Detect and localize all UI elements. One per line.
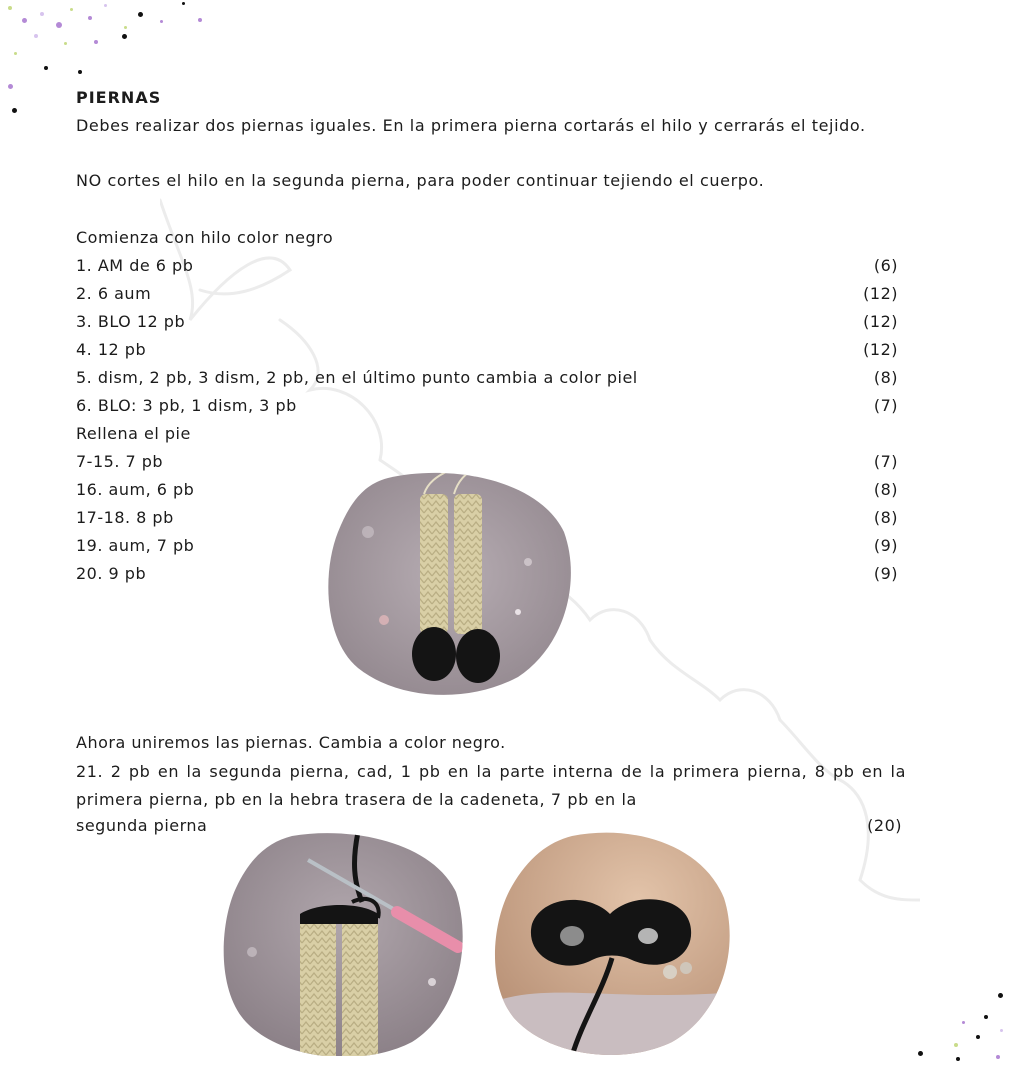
intro-paragraph-2: NO cortes el hilo en la segunda pierna, para poder continuar tejiendo el cuerpo. (76, 171, 765, 190)
round-instruction: 19. aum, 7 pb (76, 536, 195, 555)
stitch-count: (7) (873, 396, 898, 415)
round-instruction: 1. AM de 6 pb (76, 256, 194, 275)
round-row (76, 340, 898, 364)
photo-joining-legs-with-hook (222, 832, 466, 1056)
join-note: Ahora uniremos las piernas. Cambia a color negro. (76, 733, 506, 752)
stitch-count: (9) (873, 564, 898, 583)
round-row (76, 396, 898, 420)
photo-two-legs (328, 472, 574, 698)
confetti-decoration-bottom (900, 985, 1011, 1070)
stitch-count: (9) (873, 536, 898, 555)
footer-fine-print (160, 1058, 860, 1068)
round-instruction: 7-15. 7 pb (76, 452, 164, 471)
stitch-count: (6) (873, 256, 898, 275)
stitch-count: (8) (873, 480, 898, 499)
stitch-count: (8) (873, 368, 898, 387)
round-instruction: 17-18. 8 pb (76, 508, 174, 527)
round-21-instruction: 21. 2 pb en la segunda pierna, cad, 1 pb en la parte interna de la primera pierna, 8 pb en la primera pierna, pb en la hebra trasera de la cadeneta, 7 pb en la (76, 762, 906, 809)
intro-paragraph-1: Debes realizar dos piernas iguales. En la primera pierna cortarás el hilo y cerrarás el tejido. (76, 116, 866, 135)
round-row (76, 256, 898, 280)
round-21-continuation: segunda pierna (76, 816, 208, 835)
stitch-count: (8) (873, 508, 898, 527)
round-instruction: 6. BLO: 3 pb, 1 dism, 3 pb (76, 396, 297, 415)
stitch-count: (20) (867, 816, 902, 835)
stitch-count: (12) (863, 340, 898, 359)
stitch-count: (12) (863, 284, 898, 303)
round-21-last-line (76, 816, 902, 840)
stitch-count: (7) (873, 452, 898, 471)
round-row (76, 368, 898, 392)
photo-black-joined-piece (492, 832, 736, 1056)
stuff-note: Rellena el pie (76, 424, 191, 443)
round-instruction: 16. aum, 6 pb (76, 480, 195, 499)
section-title: PIERNAS (76, 88, 162, 107)
round-row (76, 284, 898, 308)
round-instruction: 20. 9 pb (76, 564, 147, 583)
stitch-count: (12) (863, 312, 898, 331)
round-instruction: 2. 6 aum (76, 284, 152, 303)
round-instruction: 3. BLO 12 pb (76, 312, 186, 331)
round-instruction: 5. dism, 2 pb, 3 dism, 2 pb, en el último punto cambia a color piel (76, 368, 638, 387)
round-instruction: 4. 12 pb (76, 340, 147, 359)
round-row (76, 312, 898, 336)
start-note: Comienza con hilo color negro (76, 228, 334, 247)
